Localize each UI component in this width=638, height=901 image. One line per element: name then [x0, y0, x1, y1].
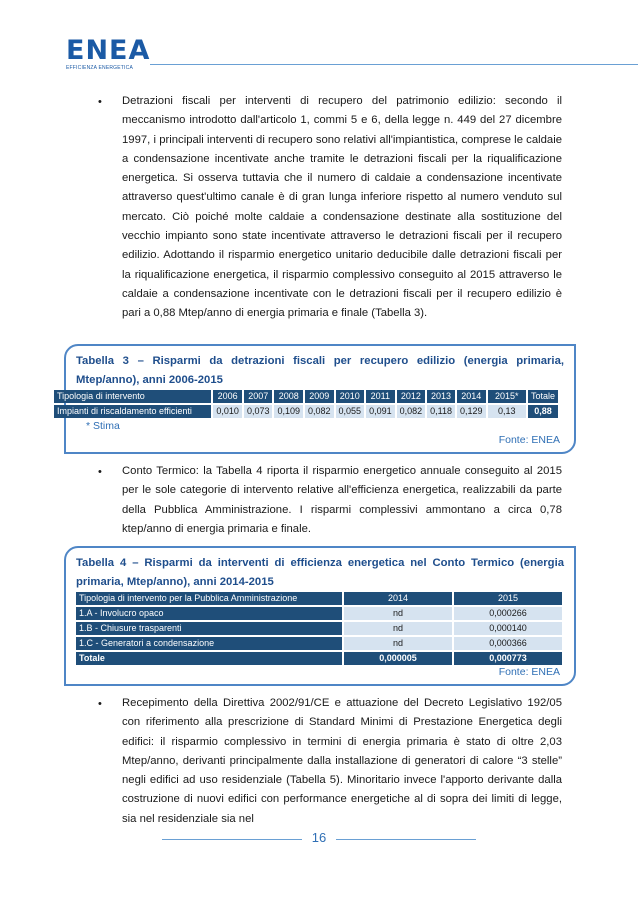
- table3-header-cell: 2012: [397, 390, 426, 403]
- table4-header-cell: 2015: [454, 592, 562, 605]
- table3-box: [57, 344, 576, 454]
- paragraph-conto-termico: Conto Termico: la Tabella 4 riporta il risparmio energetico annuale conseguito al 2015 per le sole categorie di intervento relative all'efficienza energetica, realizzabili da parte della Pubblica Amministrazione. I risparmi complessivi ammontano a circa 0,78 ktep/anno di energia primaria e finale.: [122, 465, 562, 535]
- table3-source: Fonte: ENEA: [498, 434, 560, 446]
- table4-cell: 0,000366: [454, 637, 562, 650]
- page-number: 16: [311, 830, 327, 845]
- table-row: [76, 607, 562, 620]
- logo-text: ENEA: [66, 35, 151, 66]
- table3-header-cell: 2010: [336, 390, 365, 403]
- table-row: [76, 637, 562, 650]
- table4-header-row: [76, 592, 562, 605]
- table3-header-cell: 2009: [305, 390, 334, 403]
- table4-box: [64, 546, 576, 686]
- table4-cell: nd: [344, 607, 452, 620]
- page-header: [0, 0, 638, 80]
- table4-cell: 0,000266: [454, 607, 562, 620]
- table4-title: Tabella 4 – Risparmi da interventi di efficienza energetica nel Conto Termico (energia primaria, Mtep/anno), anni 2014-2015: [76, 557, 564, 588]
- table4: [74, 590, 564, 667]
- table3-header-cell: 2006: [213, 390, 242, 403]
- table3-note: * Stima: [86, 420, 120, 432]
- table3-cell: 0,082: [397, 405, 426, 418]
- table3: [52, 388, 560, 420]
- table3-cell: 0,129: [457, 405, 486, 418]
- table3-header-cell: 2007: [244, 390, 273, 403]
- table3-header-cell: 2015*: [488, 390, 526, 403]
- table4-source: Fonte: ENEA: [498, 666, 560, 678]
- table4-row-label: 1.A - Involucro opaco: [76, 607, 342, 620]
- table3-header-cell: 2013: [427, 390, 455, 403]
- enea-logo: [66, 35, 151, 71]
- logo-subtitle: EFFICIENZA ENERGETICA: [66, 65, 133, 71]
- table3-header-cell: Totale: [528, 390, 558, 403]
- table4-total-row: [76, 652, 562, 665]
- table-row: [54, 405, 558, 418]
- footer-divider-right: [336, 839, 476, 840]
- table3-row-label: Impianti di riscaldamento efficienti: [54, 405, 211, 418]
- table4-cell: 0,000140: [454, 622, 562, 635]
- table3-cell: 0,109: [274, 405, 303, 418]
- table3-header-cell: Tipologia di intervento: [54, 390, 211, 403]
- paragraph-recepimento: Recepimento della Direttiva 2002/91/CE e attuazione del Decreto Legislativo 192/05 con riferimento alla prescrizione di Standard Minimi di Prestazione Energetica degli edifici: il risparmio complessivo in termini di energia primaria è stato di oltre 2,03 Mtep/anno, derivanti principalmente dalla installazione di generatori di calore “3 stelle” negli edifici ad uso residenziale (Tabella 5). Minoritario invece l'apporto derivante dalla costruzione di nuovi edifici con performance energetiche al di sopra dei limiti di legge, sia nel residenziale sia nel: [122, 697, 562, 825]
- table4-row-label: 1.C - Generatori a condensazione: [76, 637, 342, 650]
- table3-cell: 0,118: [427, 405, 455, 418]
- table3-title: Tabella 3 – Risparmi da detrazioni fiscali per recupero edilizio (energia primaria, Mtep/anno), anni 2006-2015: [76, 355, 564, 386]
- table4-total-cell: 0,000773: [454, 652, 562, 665]
- table3-cell: 0,055: [336, 405, 365, 418]
- table4-total-label: Totale: [76, 652, 342, 665]
- table3-cell: 0,091: [366, 405, 395, 418]
- table4-cell: nd: [344, 622, 452, 635]
- table-row: [76, 622, 562, 635]
- table4-header-cell: Tipologia di intervento per la Pubblica Amministrazione: [76, 592, 342, 605]
- table3-header-cell: 2008: [274, 390, 303, 403]
- table4-cell: nd: [344, 637, 452, 650]
- table4-total-cell: 0,000005: [344, 652, 452, 665]
- table3-header-cell: 2014: [457, 390, 486, 403]
- bullet-icon: •: [98, 466, 102, 478]
- table3-header-cell: 2011: [366, 390, 395, 403]
- table3-cell: 0,073: [244, 405, 273, 418]
- table3-header-row: [54, 390, 558, 403]
- table4-header-cell: 2014: [344, 592, 452, 605]
- bullet-icon: •: [98, 96, 102, 108]
- table3-cell: 0,082: [305, 405, 334, 418]
- paragraph-detrazioni: Detrazioni fiscali per interventi di recupero del patrimonio edilizio: secondo il meccanismo introdotto dall'articolo 1, commi 5 e 6, della legge n. 449 del 27 dicembre 1997, i principali interventi di recupero sono relativi all'impiantistica, comprese le caldaie a condensazione incentivate anche tramite le detrazioni fiscali per la riqualificazione energetica. Si osserva tuttavia che il numero di caldaie a condensazione incentivate attraverso quest'ultimo canale è di gran lunga inferiore rispetto al numero venduto sul mercato. Ciò poiché molte caldaie a condensazione destinate alla sostituzione del vecchio impianto sono state incentivate attraverso le detrazioni fiscali per il recupero edilizio. Adottando il risparmio energetico unitario deducibile dalle detrazioni fiscali per la riqualificazione energetica, il risparmio complessivo conseguito al 2015 attraverso le caldaie a condensazione incentivate con le detrazioni fiscali per il recupero edilizio è pari a 0,88 Mtep/anno di energia primaria e finale (Tabella 3).: [122, 95, 562, 320]
- table4-row-label: 1.B - Chiusure trasparenti: [76, 622, 342, 635]
- table3-total-cell: 0,88: [528, 405, 558, 418]
- bullet-icon: •: [98, 698, 102, 710]
- table3-cell: 0,13: [488, 405, 526, 418]
- header-divider: [150, 64, 638, 65]
- table3-cell: 0,010: [213, 405, 242, 418]
